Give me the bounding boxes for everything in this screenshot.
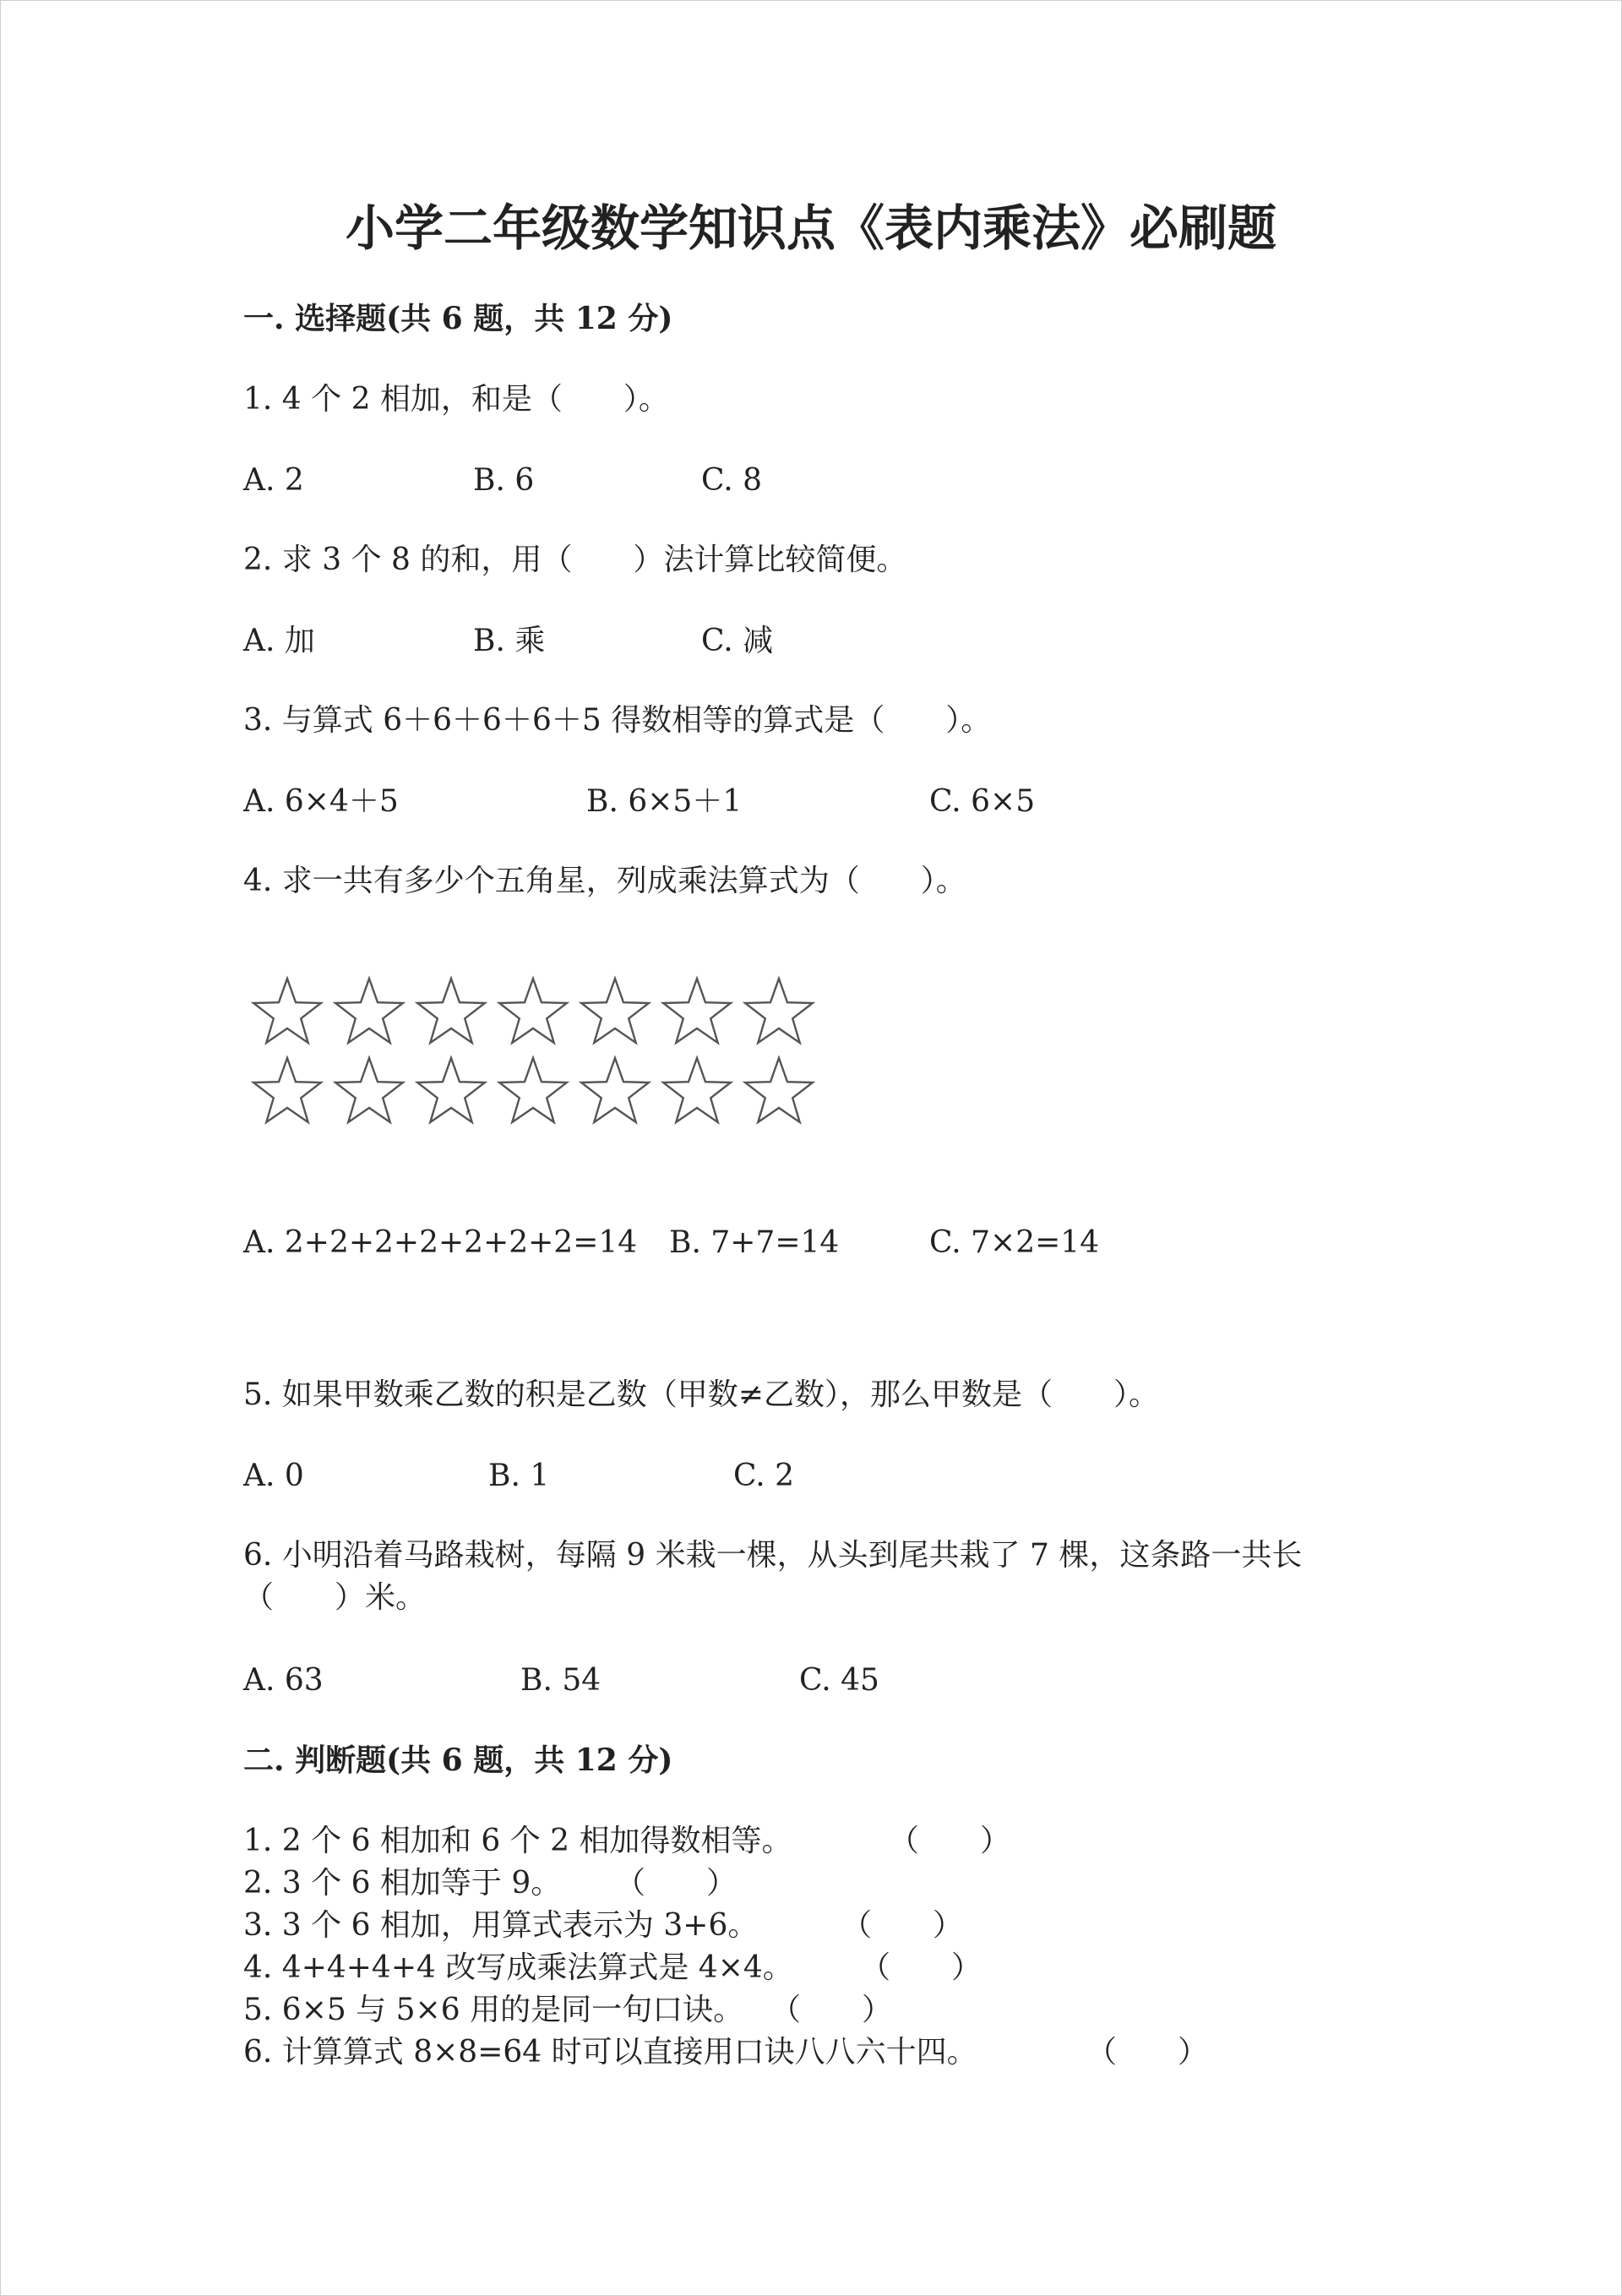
judgment-item-6: 6. 计算算式 8×8=64 时可以直接用口诀八八六十四。 <box>243 2035 977 2070</box>
q6-option-b: B. 54 <box>520 1663 601 1698</box>
star-icon <box>745 1058 813 1122</box>
q5-option-b: B. 1 <box>488 1459 550 1493</box>
star-icon <box>663 1058 731 1122</box>
q3-option-b: B. 6×5＋1 <box>586 784 743 819</box>
judgment-answer-bracket-6: （ ） <box>1086 2035 1209 2070</box>
question-2: 2. 求 3 个 8 的和，用（ ）法计算比较简便。 <box>243 543 907 577</box>
judgment-item-3: 3. 3 个 6 相加，用算式表示为 3+6。 <box>243 1908 759 1943</box>
q6-option-a: A. 63 <box>243 1663 324 1698</box>
section-heading-choice: 一. 选择题(共 6 题，共 12 分) <box>243 301 673 336</box>
q4-option-b: B. 7+7=14 <box>669 1225 840 1260</box>
q3-option-a: A. 6×4＋5 <box>243 784 399 819</box>
question-6-line-2: （ ）米。 <box>243 1580 427 1615</box>
q5-option-c: C. 2 <box>733 1459 795 1493</box>
question-3: 3. 与算式 6＋6＋6＋6＋5 得数相等的算式是（ ）。 <box>243 703 992 738</box>
judgment-answer-bracket-2: （ ） <box>615 1866 738 1901</box>
q2-option-c: C. 减 <box>701 624 774 658</box>
star-icon <box>253 1058 321 1122</box>
judgment-item-1: 1. 2 个 6 相加和 6 个 2 相加得数相等。 <box>243 1824 792 1858</box>
q2-option-a: A. 加 <box>243 624 315 658</box>
judgment-item-2: 2. 3 个 6 相加等于 9。 <box>243 1866 562 1901</box>
q2-option-b: B. 乘 <box>473 624 546 658</box>
star-icon <box>253 979 321 1043</box>
judgment-item-5: 5. 6×5 与 5×6 用的是同一句口诀。 <box>243 1993 744 2027</box>
star-icon <box>335 979 403 1043</box>
q4-option-a: A. 2+2+2+2+2+2+2=14 <box>243 1225 638 1260</box>
question-4: 4. 求一共有多少个五角星，列成乘法算式为（ ）。 <box>243 864 966 898</box>
judgment-answer-bracket-5: （ ） <box>770 1993 893 2027</box>
q1-option-c: C. 8 <box>701 463 763 498</box>
star-icon <box>581 1058 649 1122</box>
judgment-answer-bracket-1: （ ） <box>889 1824 1011 1858</box>
q1-option-b: B. 6 <box>473 463 535 498</box>
judgment-answer-bracket-3: （ ） <box>841 1908 964 1943</box>
judgment-item-4: 4. 4+4+4+4 改写成乘法算式是 4×4。 <box>243 1950 793 1985</box>
star-icon <box>499 1058 567 1122</box>
star-icon <box>417 979 485 1043</box>
q1-option-a: A. 2 <box>243 463 304 498</box>
q6-option-c: C. 45 <box>799 1663 879 1698</box>
star-icon <box>581 979 649 1043</box>
star-icon <box>745 979 813 1043</box>
question-1: 1. 4 个 2 相加，和是（ ）。 <box>243 382 669 417</box>
star-icon <box>499 979 567 1043</box>
q3-option-c: C. 6×5 <box>929 784 1036 819</box>
judgment-answer-bracket-4: （ ） <box>860 1950 982 1985</box>
star-icon <box>417 1058 485 1122</box>
section-heading-judgment: 二. 判断题(共 6 题，共 12 分) <box>243 1742 673 1778</box>
q5-option-a: A. 0 <box>243 1459 304 1493</box>
page-title: 小学二年级数学知识点《表内乘法》必刷题 <box>345 199 1276 257</box>
star-icon <box>335 1058 403 1122</box>
question-5: 5. 如果甲数乘乙数的积是乙数（甲数≠乙数），那么甲数是（ ）。 <box>243 1377 1159 1412</box>
star-icon <box>663 979 731 1043</box>
star-grid <box>247 972 821 1141</box>
question-6-line-1: 6. 小明沿着马路栽树，每隔 9 米栽一棵，从头到尾共栽了 7 棵，这条路一共长 <box>243 1538 1303 1573</box>
q4-option-c: C. 7×2=14 <box>929 1225 1100 1260</box>
